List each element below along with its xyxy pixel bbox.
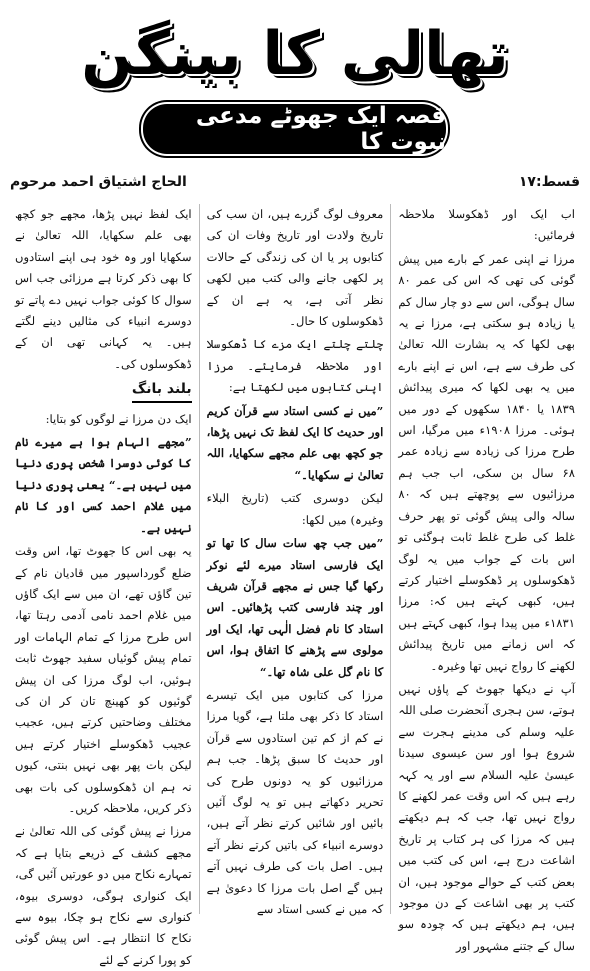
author-name: الحاج اشتیاق احمد مرحوم bbox=[10, 174, 187, 190]
paragraph: چلتے چلتے ایک مزے کا ڈھکوسلا اور ملاحظہ فرمایئے۔ مرزا اپنی کتابوں میں لکھتا ہے: bbox=[206, 337, 384, 395]
paragraph: مرزا کی کتابوں میں ایک تیسرے استاد کا ذکر بھی ملتا ہے، گویا مرزا نے کم از کم تین استادوں سے قرآن اور حدیث کا سبق پڑھا۔ جب ہم مرزائیوں کو یہ دونوں طرح کی تحریر دکھاتے ہیں تو یہ لوگ آئیں بائیں اور شائیں کرتے نظر آتے ہیں، دوسرے انبیاء کی باتیں کرتے نظر آتے ہیں۔ اصل بات کی طرف نہیں آتے ہیں گے اصل بات مرزا کا دعویٰ ہے کہ میں نے کسی استاد سے bbox=[206, 687, 384, 916]
paragraph: ایک لفظ نہیں پڑھا، مجھے جو کچھ بھی علم سکھایا، اللہ تعالیٰ نے سکھایا اور وہ خود ہی اپنے استادوں کا بھی ذکر کرتا ہے مرزائی جب اس سوال کا کوئی جواب نہیں دے پاتے تو دوسرے انبیاء کی مثالیں دینے لگتے ہیں۔ یہ کہانی تھی ان کے ڈھکوسلوں کی۔ bbox=[14, 207, 192, 371]
article-columns bbox=[8, 204, 582, 967]
paragraph: اب ایک اور ڈھکوسلا ملاحظہ فرمائیں: bbox=[398, 207, 575, 243]
article-column-2 bbox=[199, 204, 391, 914]
byline-row bbox=[10, 170, 580, 194]
quote-paragraph: ”میں نے کسی استاد سے قرآن کریم اور حدیث کا ایک لفظ تک نہیں پڑھا، جو کچھ بھی علم مجھے سکھایا، اللہ تعالیٰ نے سکھایا۔“ bbox=[206, 403, 384, 482]
quote-paragraph: ”مجھے الہام ہوا ہے میرے نام کا کوئی دوسرا شخص پوری دنیا میں نہیں ہے۔“ یعنی پوری دنیا میں غلام احمد کسی اور کا نام نہیں ہے۔ bbox=[14, 435, 192, 535]
paragraph: مرزا نے پیش گوئی کی اللہ تعالیٰ نے مجھے کشف کے ذریعے بتایا ہے کہ تمہارے نکاح میں دو عورتیں آئیں گی، ایک کنواری ہوگی، دوسری بیوہ، کنواری سے نکاح ہو چکا، بیوہ سے نکاح کا انتظار ہے۔ اس پیش گوئی کو پورا کرنے کے لئے bbox=[14, 824, 192, 967]
paragraph: آپ نے دیکھا جھوٹ کے پاؤں نہیں ہوتے، سن ہجری آنحضرت صلی اللہ علیہ وسلم کی مدینے ہجرت سے شروع ہوا اور سن عیسوی سیدنا عیسیٰ علیہ السلام سے اور یہ کہہ رہے ہیں کہ اس وقت عمر لکھنے کا رواج نہیں تھا، جب کہ ہم دیکھتے ہیں کہ مرزا کی ہر کتاب پر تاریخ اشاعت درج ہے، اس کی کتب میں بعض کتب کے حوالے موجود ہیں، ان کتب پر بھی اشاعت کے دن موجود ہیں، ہم دیکھتے ہیں کہ چودہ سو سال کے جتنے مشہور اور bbox=[398, 681, 575, 953]
paragraph: مرزا نے اپنی عمر کے بارے میں پیش گوئی کی تھی کہ اس کی عمر ۸۰ سال ہوگی، اس سے دو چار سال کم یا زیادہ ہو سکتی ہے، مرزا نے یہ بھی لکھا کہ یہ بشارت اللہ تعالیٰ کی طرف سے ہے، اس نے اپنے بارے میں یہ بھی لکھا کہ میری پیدائش ۱۸۳۹ یا ۱۸۴۰ سکھوں کے دور میں ہوئی۔ مرزا ۱۹۰۸ء میں مرگیا، اس طرح مرزا کی زیادہ سے زیادہ عمر ۶۸ سال بن سکی، اب جب ہم مرزائیوں سے پوچھتے ہیں کہ ۸۰ سالہ والی پیش گوئی تو پھر حرف غلط کی طرح غلط ثابت ہوگئی تو اس بات کے جواب میں یہ لوگ ڈھکوسلوں پر ڈھکوسلے اختیار کرتے ہیں، کبھی کہتے ہیں کہ: مرزا ۱۸۳۱ء میں پیدا ہوا، کبھی کہتے ہیں کہ اس زمانے میں تاریخ پیدائش لکھنے کا رواج نہیں تھا وغیرہ۔ bbox=[398, 251, 575, 673]
subtitle-banner bbox=[143, 104, 446, 154]
paragraph: لیکن دوسری کتب (تاریخ البلاء وغیرہ) میں لکھا: bbox=[206, 491, 384, 527]
section-heading: بلند بانگ bbox=[132, 379, 192, 402]
paragraph: یہ بھی اس کا جھوٹ تھا، اس وقت ضلع گورداسپور میں قادیان نام کے تین گاؤں تھے، ان میں سے ایک گاؤں میں غلام احمد نامی آدمی رہتا تھا، اس طرح مرزا کے تمام الہامات اور تمام پیش گوئیاں سفید جھوٹ ثابت ہوئیں، اب لوگ مرزا کی ان پیش گوئیوں کو کھینچ تان کر ان کی مختلف وضاحتیں کرتے ہیں، عجیب عجیب ڈھکوسلے اختیار کرتے ہیں لیکن بات پھر بھی نہیں بنتی، کیوں نہ ہم ان ڈھکوسلوں کی بات بھی ذکر کریں، ملاحظہ کریں۔ bbox=[14, 544, 192, 815]
paragraph: ایک دن مرزا نے لوگوں کو بتایا: bbox=[45, 411, 192, 426]
page-title: تھالی کا بینگن bbox=[81, 19, 509, 89]
article-column-3 bbox=[8, 204, 199, 967]
quote-paragraph: ”میں جب چھ سات سال کا تھا تو ایک فارسی استاد میرے لئے نوکر رکھا گیا جس نے مجھے قرآن شریف اور چند فارسی کتب پڑھائیں۔ اس استاد کا نام فضل الٰہی تھا، ایک اور مولوی سے پڑھنے کا اتفاق ہوا، اس کا نام گل علی شاہ تھا۔“ bbox=[206, 536, 384, 679]
subtitle-text: قصہ ایک جھوٹے مدعی نبوت کا bbox=[195, 103, 446, 155]
masthead bbox=[0, 8, 590, 100]
paragraph: معروف لوگ گزرے ہیں، ان سب کی تاریخ ولادت اور تاریخ وفات ان کی کتابوں پر یا ان کی زندگی کے حالات پر لکھی جانے والی کتب میں لکھی نظر آتی ہے، یہ ہے ان کے ڈھکوسلوں کا حال۔ bbox=[206, 207, 384, 329]
article-column-1 bbox=[390, 204, 582, 953]
section-heading-wrap bbox=[15, 377, 192, 406]
episode-label: قسط:۱۷ bbox=[518, 174, 580, 190]
